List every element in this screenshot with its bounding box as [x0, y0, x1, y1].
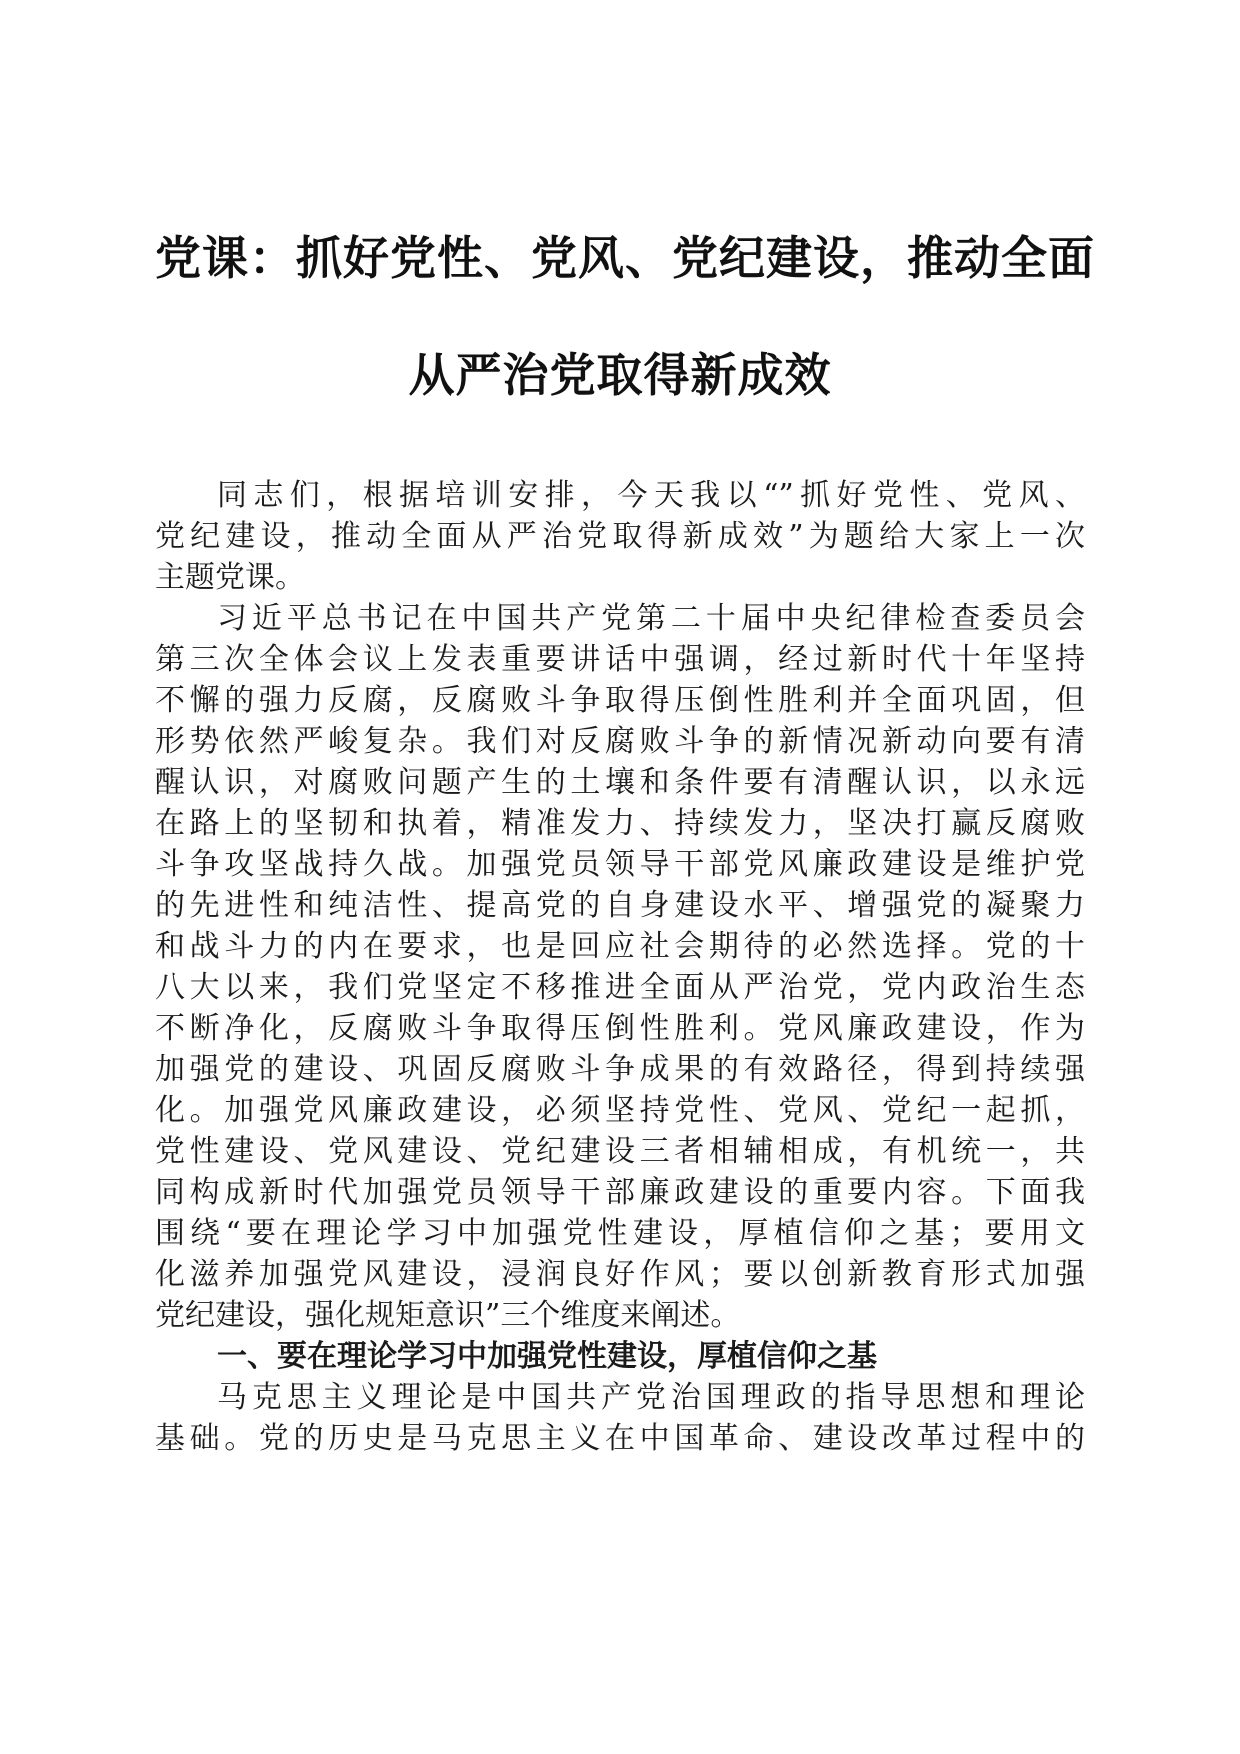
- paragraph-line: 化。加强党风廉政建设，必须坚持党性、党风、党纪一起抓，: [155, 1093, 1085, 1128]
- paragraph-line: 形势依然严峻复杂。我们对反腐败斗争的新情况新动向要有清: [155, 724, 1085, 759]
- paragraph-line: 加强党的建设、巩固反腐败斗争成果的有效路径，得到持续强: [155, 1052, 1085, 1087]
- paragraph-line: 同志们，根据培训安排，今天我以“”抓好党性、党风、: [217, 478, 1085, 513]
- document-title-line-2: 从严治党取得新成效: [408, 348, 832, 402]
- paragraph-line: 马克思主义理论是中国共产党治国理政的指导思想和理论: [217, 1380, 1085, 1415]
- paragraph-line: 党纪建设，推动全面从严治党取得新成效”为题给大家上一次: [155, 519, 1085, 554]
- paragraph-line: 第三次全体会议上发表重要讲话中强调，经过新时代十年坚持: [155, 642, 1085, 677]
- paragraph-line: 基础。党的历史是马克思主义在中国革命、建设改革过程中的: [155, 1421, 1085, 1456]
- paragraph-line: 围绕“要在理论学习中加强党性建设，厚植信仰之基；要用文: [155, 1216, 1085, 1251]
- paragraph-line: 八大以来，我们党坚定不移推进全面从严治党，党内政治生态: [155, 970, 1085, 1005]
- document-title-line-1: 党课：抓好党性、党风、党纪建设，推动全面: [155, 231, 1095, 285]
- paragraph-line: 不断净化，反腐败斗争取得压倒性胜利。党风廉政建设，作为: [155, 1011, 1085, 1046]
- paragraph-line: 主题党课。: [155, 560, 305, 595]
- paragraph-line: 的先进性和纯洁性、提高党的自身建设水平、增强党的凝聚力: [155, 888, 1085, 923]
- paragraph-intro: [155, 475, 1085, 598]
- paragraph-line: 不懈的强力反腐，反腐败斗争取得压倒性胜利并全面巩固，但: [155, 683, 1085, 718]
- paragraph-line: 醒认识，对腐败问题产生的土壤和条件要有清醒认识，以永远: [155, 765, 1085, 800]
- paragraph-line: 党纪建设，强化规矩意识”三个维度来阐述。: [155, 1298, 741, 1333]
- paragraph-line: 同构成新时代加强党员领导干部廉政建设的重要内容。下面我: [155, 1175, 1085, 1210]
- paragraph-line: 化滋养加强党风建设，浸润良好作风；要以创新教育形式加强: [155, 1257, 1085, 1292]
- section-heading: 一、要在理论学习中加强党性建设，厚植信仰之基: [217, 1339, 877, 1374]
- document-body: [155, 475, 1085, 1459]
- paragraph-line: 斗争攻坚战持久战。加强党员领导干部党风廉政建设是维护党: [155, 847, 1085, 882]
- paragraph-line: 和战斗力的内在要求，也是回应社会期待的必然选择。党的十: [155, 929, 1085, 964]
- paragraph-line: 在路上的坚韧和执着，精准发力、持续发力，坚决打赢反腐败: [155, 806, 1085, 841]
- paragraph-line: 习近平总书记在中国共产党第二十届中央纪律检查委员会: [217, 601, 1085, 636]
- paragraph-main: [155, 598, 1085, 1336]
- paragraph-line: 党性建设、党风建设、党纪建设三者相辅相成，有机统一，共: [155, 1134, 1085, 1169]
- paragraph-section-one: [155, 1377, 1085, 1459]
